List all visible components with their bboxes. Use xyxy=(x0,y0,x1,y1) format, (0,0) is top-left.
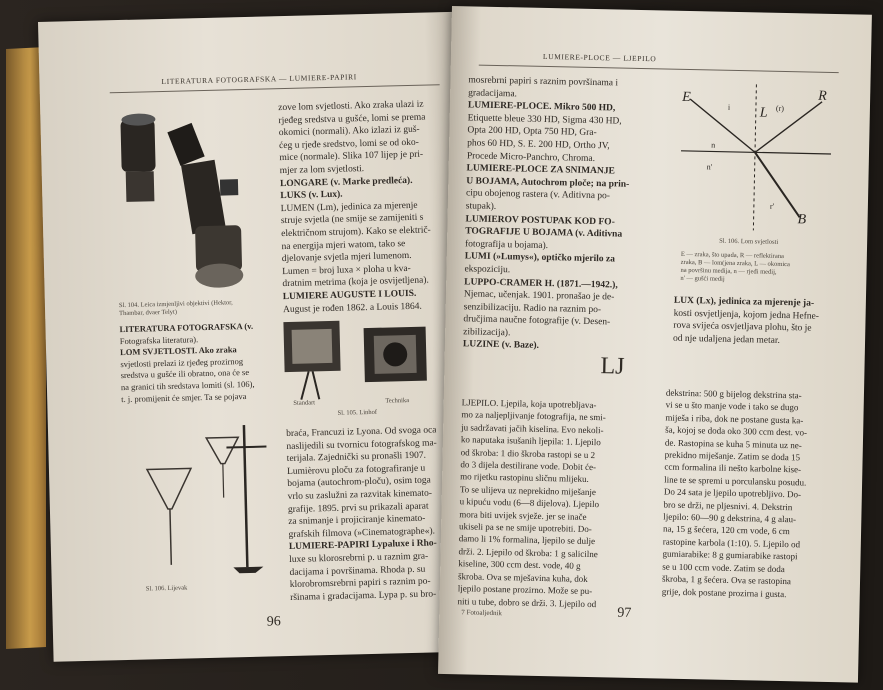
text-line: niti u tube, dobro se drži. 3. Ljepilo od xyxy=(457,595,597,609)
text-line: za snimanje i projiciranje kinemato- xyxy=(288,513,426,528)
text-line: mjer za lom svjetlosti. xyxy=(279,164,365,177)
text-line: mosrebrni papiri s raznim površinama i xyxy=(468,75,619,89)
text-line: t. j. promijenit će smjer. Ta se pojava xyxy=(121,390,247,404)
text-line: LUMIERE-PLOCE ZA SNIMANJE xyxy=(466,163,616,177)
text-line: LUX (Lx), jedinica za mjerenje ja- xyxy=(673,295,815,309)
text-line: LUPPO-CRAMER H. (1871.—1942.), xyxy=(464,276,618,291)
right-page-number: 97 xyxy=(617,605,632,621)
left-header-rule xyxy=(110,84,440,93)
text-line: zove lom svjetlosti. Ako zraka ulazi iz xyxy=(278,99,424,114)
figure-linhof-cameras xyxy=(277,312,439,406)
text-line: dručjima naučne fotografije (v. Desen- xyxy=(463,314,611,328)
diagram-label-b: B xyxy=(797,212,807,228)
text-line: Njemac, učenjak. 1901. pronašao je de- xyxy=(463,289,615,303)
diagram-label-e: E xyxy=(681,89,691,106)
text-line: LUMIERE AUGUSTE I LOUIS. xyxy=(282,288,417,303)
text-line: naslijedili su tvornicu fotografskog ma- xyxy=(286,437,437,452)
left-running-header: LITERATURA FOTOGRAFSKA — LUMIERE-PAPIRI xyxy=(161,72,357,86)
text-line: To se ulijeva uz neprekidno miješanje xyxy=(459,484,597,497)
text-line: rjeđeg sredstva u gušće, lomi se prema xyxy=(278,112,426,126)
text-line: luxe su klorosrebrni p. u raznim gra- xyxy=(289,551,429,565)
text-line: Opta 200 HD, Opta 750 HD, Gra- xyxy=(467,125,597,139)
legend-line: E — zraka, što upada, R — reflektirana xyxy=(680,250,784,261)
text-line: Lumièrovu ploču za fotografiranje u xyxy=(286,463,426,477)
text-line: prekidno miješanje. Zatim se doda 15 xyxy=(664,449,801,463)
text-line: Do 24 sata je ljepilo upotrebljivo. Do- xyxy=(663,486,802,500)
diagram-label-n-prime: n' xyxy=(706,162,713,172)
text-line: LOM SVJETLOSTI. Ako zraka xyxy=(119,344,237,358)
text-line: do 3 dijela destilirane vode. Dobit će- xyxy=(460,459,597,473)
right-header-rule xyxy=(479,65,839,74)
text-line: u kipuću vodu (6—8 dijelova). Ljepilo xyxy=(459,496,600,510)
left-page xyxy=(38,12,474,662)
text-line: stupak). xyxy=(465,201,497,212)
text-line: ćeg u rjeđe sredstvo, lomi se od oko- xyxy=(278,137,420,151)
text-line: ršinama i gradacijama. Lypa p. su bro- xyxy=(290,589,437,603)
text-line: na granici tih sredstava lomiti (sl. 106), xyxy=(120,378,255,393)
text-line: braća, Francuzi iz Lyona. Od svoga oca xyxy=(286,425,437,440)
text-line: miješa i riba, dok ne postane gusta ka- xyxy=(665,412,804,426)
text-line: bojama (autochrom-ploču), osim toga xyxy=(287,475,431,490)
text-line: gumiarabike: 8 g gumiarabike rastopi xyxy=(662,548,798,562)
caption-fig107: Sl. 106. Lom svjetlosti xyxy=(719,237,779,246)
text-line: dratnim metrima (koja je osvijetljena). xyxy=(282,275,429,290)
text-line: LUZINE (v. Baze). xyxy=(462,339,539,352)
text-line: cipu obojenog rastera (v. Aditivna po- xyxy=(465,188,611,202)
text-line: U BOJAMA, Autochrom ploče; na prin- xyxy=(466,176,630,190)
text-line: od nje udaljena jedan metar. xyxy=(672,333,781,346)
text-line: LONGARE (v. Marke predleća). xyxy=(279,175,413,189)
text-line: de. Rastopina se kuha 5 minuta uz ne- xyxy=(664,437,802,451)
text-line: fotografija u bojama). xyxy=(464,239,549,251)
text-line: škroba. Ova se mješavina kuha, dok xyxy=(457,570,588,584)
text-line: Lumen = broj luxa × ploha u kva- xyxy=(282,263,411,277)
text-line: LUMIERE-PLOCE. Mikro 500 HD, xyxy=(467,100,616,114)
text-line: zibilizacija). xyxy=(463,327,511,339)
legend-line: na površinu medija, n — rjeđi medij, xyxy=(680,266,777,276)
text-line: LUMIEROV POSTUPAK KOD FO- xyxy=(465,213,615,227)
text-line: klorobromsrebrni papiri s raznim po- xyxy=(289,576,431,591)
lux-entry xyxy=(673,295,819,348)
figure-funnel-stand xyxy=(126,416,280,590)
text-line: rastopine karbola (1:10). 5. Ljepilo od xyxy=(662,536,801,550)
text-line: phos 60 HD, S. E. 200 HD, Ortho JV, xyxy=(467,138,610,152)
text-line: LJEPILO. Ljepila, koja upotrebljava- xyxy=(461,397,597,411)
text-line: ju sadržavati jačih kiselina. Evo nekoli- xyxy=(461,422,604,436)
diagram-label-n: n xyxy=(711,140,716,150)
text-line: rova svijeća osvjetljava plohu, što je xyxy=(673,320,812,334)
text-line: struje svjetla (ne smije se zamijeniti s xyxy=(280,212,424,227)
caption-fig105: Sl. 105. Linhof xyxy=(337,408,378,417)
text-line: vi se u što manje vode i tako se dugo xyxy=(665,399,799,413)
text-line: svjetlosti prelazi iz rjeđeg prozirnog xyxy=(120,355,244,369)
text-line: ccm formalina ili nešto karbolne kise- xyxy=(664,461,802,475)
legend-line: n' — gušći medij xyxy=(680,274,725,283)
section-letter-lj: LJ xyxy=(600,353,625,380)
caption-fig106: Sl. 106. Lijevak xyxy=(145,584,188,593)
text-line: mo za naljepljivanje fotografija, ne smi- xyxy=(461,409,606,423)
caption-fig105-technika: Technika xyxy=(385,397,410,405)
text-line: terijala. Zajednički su pronašli 1907. xyxy=(286,450,427,465)
text-line: djelovanje svjetla mjeri lumenom. xyxy=(281,251,412,265)
text-line: dacijama i površinama. Rhoda p. su xyxy=(289,564,426,578)
text-line: LUMEN (Lm), jedinica za mjerenje xyxy=(280,200,418,214)
text-line: Etiquette bleue 330 HD, Sigma 430 HD, xyxy=(467,113,622,127)
text-line: od škroba: 1 dio škroba rastopi se u 2 xyxy=(460,446,596,460)
footer-signature: 7 Fotoaljednik xyxy=(461,608,503,618)
text-line: Procede Micro-Panchro, Chroma. xyxy=(466,150,596,164)
text-line: TOGRAFIJE U BOJAMA (v. Aditivna xyxy=(465,226,623,240)
text-line: damo li 1% formalina, ljepilo se dulje xyxy=(458,533,596,547)
text-line: August je rođen 1862. a Louis 1864. xyxy=(282,301,422,315)
right-text-left-column-top xyxy=(463,74,632,354)
left-text-left-column-mid xyxy=(119,321,255,405)
text-line: Fotografska literatura). xyxy=(119,333,199,346)
text-line: električnom strujom). Kako se električ- xyxy=(281,225,431,240)
text-line: okomici (normali). Ako izlazi iz guš- xyxy=(278,124,420,139)
diagram-label-l: L xyxy=(759,105,768,121)
text-line: dekstrina: 500 g bijelog dekstrina sta- xyxy=(665,387,802,401)
legend-line: zraka, B — lom(jena zraka, L — okomica xyxy=(680,258,791,269)
diagram-label-r-prime: r' xyxy=(769,201,775,211)
text-line: mora biti uvijek svježe. jer se inače xyxy=(459,508,587,522)
caption-fig105-standart: Standart xyxy=(293,399,316,407)
figure-refraction-diagram xyxy=(669,79,842,243)
diagram-label-r-small: (r) xyxy=(775,103,785,113)
text-line: mo rijetku rastopinu sličnu mlijeku. xyxy=(460,471,589,485)
text-line: LITERATURA FOTOGRAFSKA (v. xyxy=(119,320,254,335)
left-text-right-column-bottom xyxy=(286,424,441,604)
text-line: mice (normale). Slika 107 lijep je pri- xyxy=(279,150,424,164)
right-running-header: LUMIERE-PLOCE — LJEPILO xyxy=(542,51,657,64)
right-text-col-b xyxy=(662,387,809,601)
right-page xyxy=(438,6,872,683)
text-line: LUMI (»Lumys«), optičko mjerilo za xyxy=(464,251,615,265)
left-text-right-column-top xyxy=(278,99,433,317)
refraction-legend xyxy=(680,251,790,285)
text-line: ko naputaka isušanih ljepila: 1. Ljepilo xyxy=(460,434,601,448)
text-line: gradacijama. xyxy=(468,87,518,99)
text-line: ukiseli pa se ne smije upotrebiti. Do- xyxy=(458,521,592,535)
right-text-col-a xyxy=(457,396,606,610)
text-line: LUKS (v. Lux). xyxy=(280,189,343,202)
text-line: senzibilizaciju. Radio na raznim po- xyxy=(463,301,602,315)
text-line: ljepilo: 60—90 g dekstrina, 4 g alau- xyxy=(663,511,797,525)
text-line: drži. 2. Ljepilo od škroba: 1 g salicilne xyxy=(458,546,598,560)
diagram-label-i: i xyxy=(727,102,731,112)
text-line: grafskih filmova (»Cinematographe«). xyxy=(288,526,436,540)
text-line: bro se drži, ne pljesnivi. 4. Dekstrin xyxy=(663,499,793,512)
text-line: sredstva u gušće ili obratno, ona će se xyxy=(120,367,250,381)
diagram-label-r: R xyxy=(818,88,827,104)
text-line: škroba, 1 g šećera. Ova se rastopina xyxy=(661,573,792,587)
caption-fig104: Sl. 104. Leica izmjenljivi objektivi (Hektor, Thambar, dvaer Telyt) xyxy=(118,299,233,318)
text-line: kosti osvjetljenja, kojom jedna Hefne- xyxy=(673,308,820,322)
text-line: na, 15 g šećera, 120 cm vode, 6 cm xyxy=(662,524,790,537)
left-page-number: 96 xyxy=(266,614,281,630)
text-line: na energija mjeri watom, tako se xyxy=(281,238,406,252)
text-line: ljepilo postane prozirno. Može se pu- xyxy=(457,583,593,597)
text-line: se u 100 ccm vode. Zatim se doda xyxy=(662,561,785,574)
text-line: grije, dok postane prozirna i gusta. xyxy=(661,586,787,599)
text-line: ša, kojoj se doda oko 300 ccm dest. vo- xyxy=(665,424,808,438)
text-line: kiseline, 300 ccm dest. vode, 40 g xyxy=(458,558,581,572)
text-line: LUMIERE-PAPIRI Lypaluxe i Rho- xyxy=(288,538,437,553)
text-line: ekspoziciju. xyxy=(464,264,511,276)
text-line: vrlo su zaslužni za razvitak kinemato- xyxy=(287,488,433,503)
figure-leica-lenses xyxy=(112,105,267,299)
text-line: line te se spremi u porculansku posudu. xyxy=(664,474,807,488)
text-line: grafije. 1895. prvi su prikazali aparat xyxy=(287,501,429,515)
